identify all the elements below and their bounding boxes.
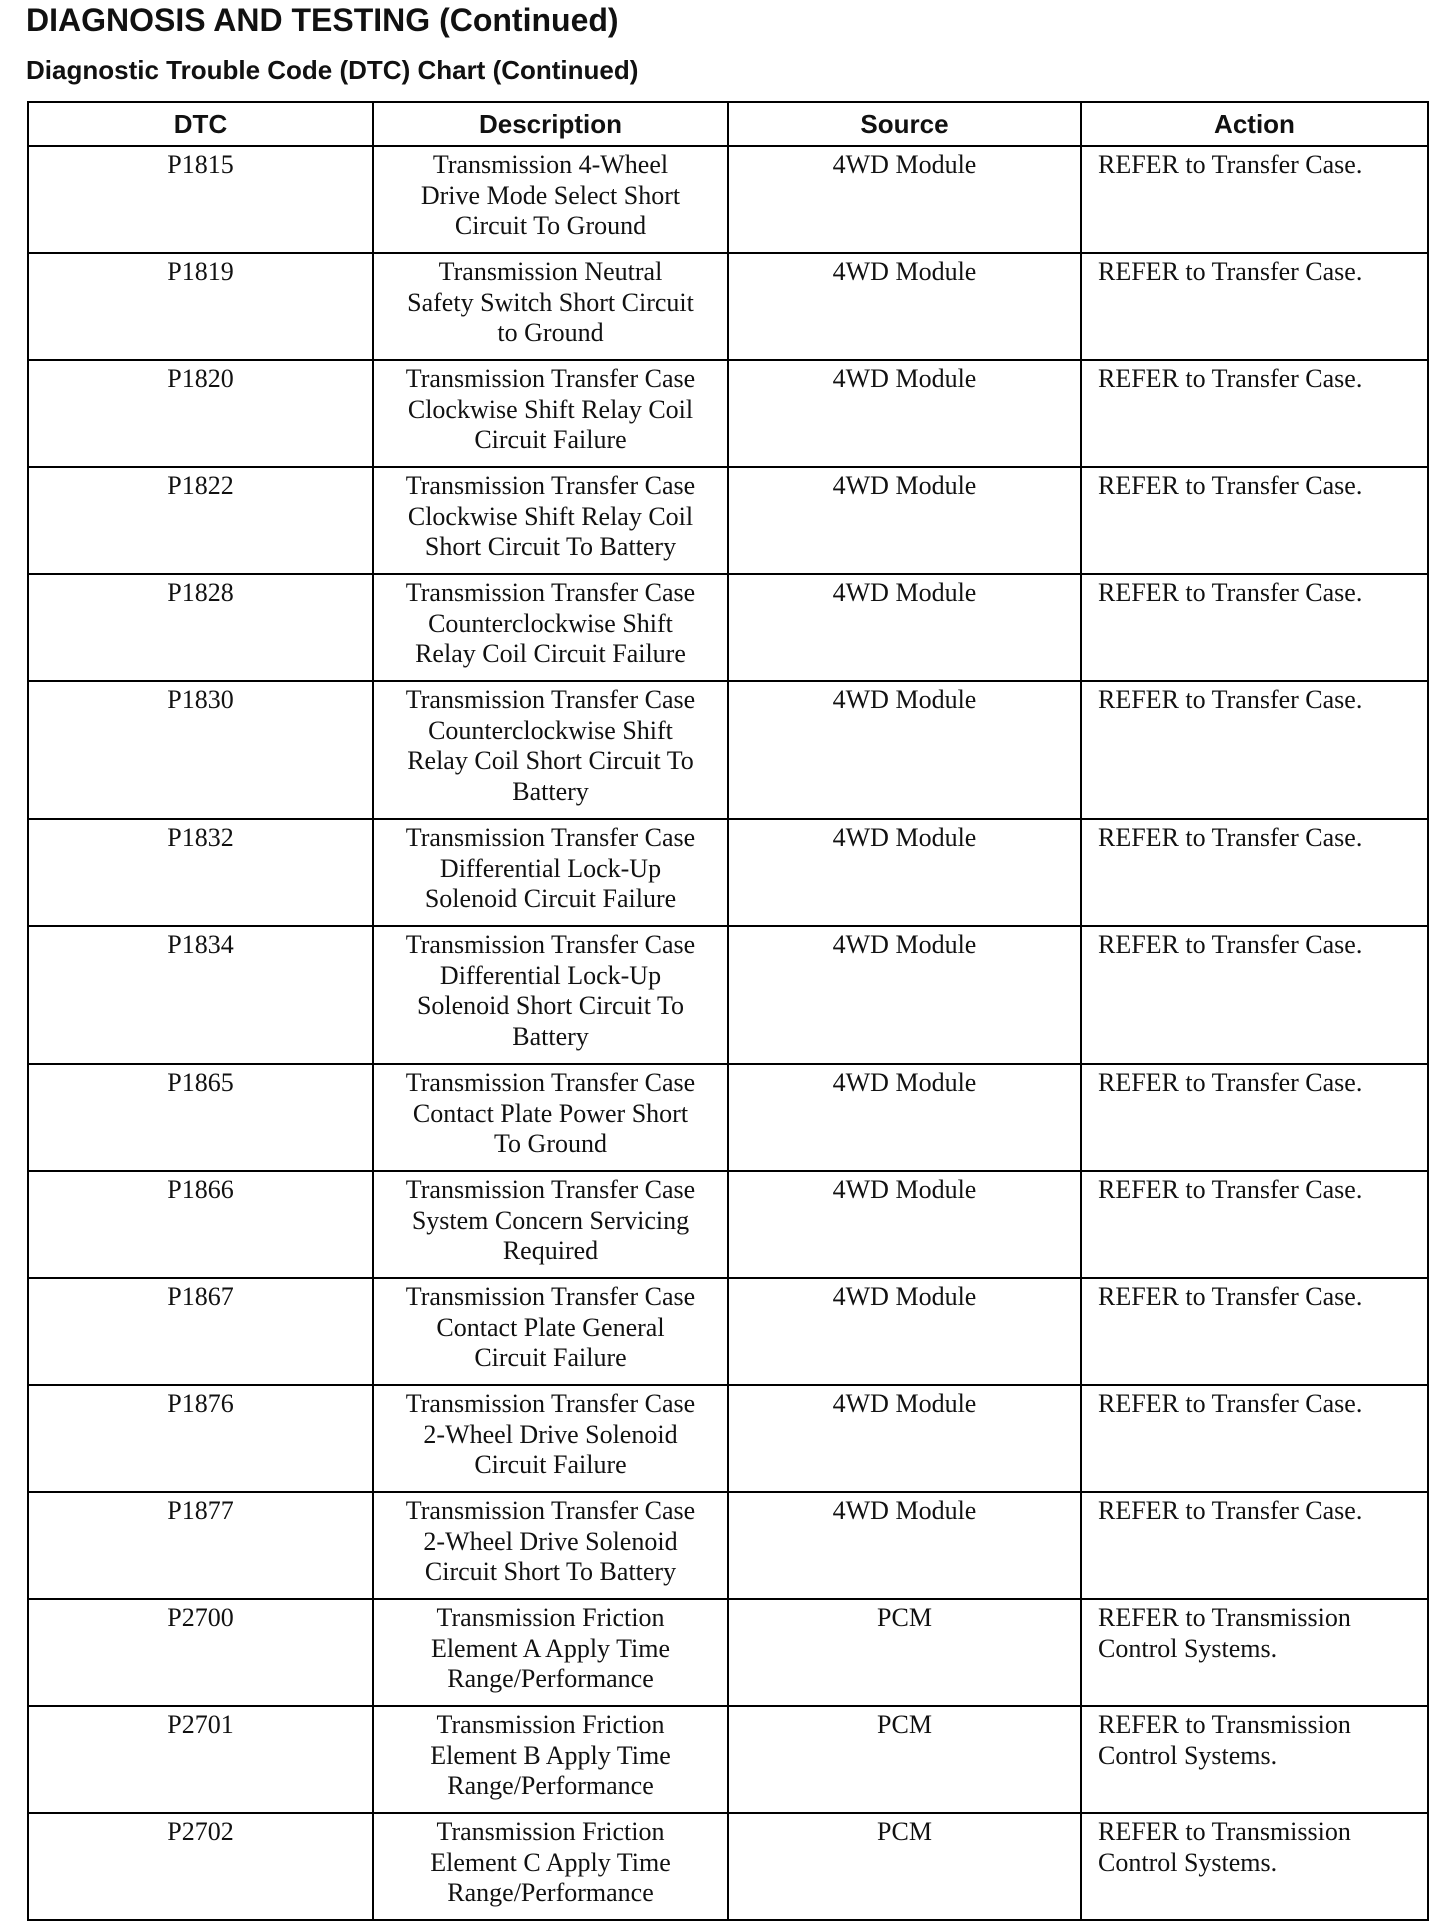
description-line: to Ground — [497, 318, 604, 347]
dtc-action — [1081, 1385, 1428, 1492]
dtc-action — [1081, 1599, 1428, 1706]
action-line: REFER to Transfer Case. — [1098, 578, 1363, 607]
column-header-dtc: DTC — [28, 102, 373, 146]
description-line: Safety Switch Short Circuit — [407, 287, 694, 317]
description-line: Required — [502, 1236, 599, 1265]
description-line: 2-Wheel Drive Solenoid — [423, 1526, 678, 1556]
action-line: Control Systems. — [1098, 1633, 1278, 1663]
description-line: Differential Lock-Up — [439, 960, 662, 990]
description-line: Transmission Transfer Case — [405, 685, 696, 714]
dtc-code: P1877 — [28, 1492, 373, 1599]
dtc-description — [373, 1492, 728, 1599]
table-row — [28, 819, 1428, 926]
action-line: REFER to Transfer Case. — [1098, 471, 1363, 500]
dtc-description — [373, 1706, 728, 1813]
dtc-code: P1828 — [28, 574, 373, 681]
table-row — [28, 1385, 1428, 1492]
table-row — [28, 681, 1428, 819]
dtc-source: PCM — [728, 1813, 1081, 1920]
dtc-code: P1832 — [28, 819, 373, 926]
description-line: Counterclockwise Shift — [428, 715, 673, 745]
description-line: Transmission Transfer Case — [405, 1175, 696, 1204]
description-line: Differential Lock-Up — [439, 853, 662, 883]
dtc-code: P1819 — [28, 253, 373, 360]
dtc-description — [373, 926, 728, 1064]
dtc-description — [373, 819, 728, 926]
description-line: Drive Mode Select Short — [420, 180, 681, 210]
action-line: REFER to Transfer Case. — [1098, 1175, 1363, 1204]
dtc-source: 4WD Module — [728, 1171, 1081, 1278]
dtc-description — [373, 253, 728, 360]
dtc-source: 4WD Module — [728, 1278, 1081, 1385]
dtc-source: 4WD Module — [728, 1492, 1081, 1599]
table-row — [28, 1599, 1428, 1706]
table-row — [28, 146, 1428, 253]
dtc-code: P1830 — [28, 681, 373, 819]
action-line: REFER to Transmission — [1098, 1710, 1351, 1739]
table-row — [28, 1064, 1428, 1171]
description-line: Element B Apply Time — [430, 1740, 671, 1770]
dtc-action — [1081, 1706, 1428, 1813]
dtc-action — [1081, 467, 1428, 574]
table-header-row — [28, 102, 1428, 146]
dtc-description — [373, 467, 728, 574]
table-row — [28, 467, 1428, 574]
dtc-code: P1876 — [28, 1385, 373, 1492]
dtc-code: P1820 — [28, 360, 373, 467]
table-row — [28, 926, 1428, 1064]
action-line: Control Systems. — [1098, 1847, 1278, 1877]
table-body — [28, 146, 1428, 1920]
dtc-code: P2700 — [28, 1599, 373, 1706]
description-line: Relay Coil Circuit Failure — [415, 639, 686, 668]
description-line: Circuit Failure — [474, 1343, 627, 1372]
action-line: REFER to Transfer Case. — [1098, 150, 1363, 179]
action-line: REFER to Transmission — [1098, 1817, 1351, 1846]
action-line: REFER to Transfer Case. — [1098, 1282, 1363, 1311]
dtc-action — [1081, 681, 1428, 819]
page-heading: DIAGNOSIS AND TESTING (Continued) — [26, 2, 619, 38]
description-line: Circuit Failure — [474, 425, 627, 454]
action-line: REFER to Transfer Case. — [1098, 1496, 1363, 1525]
dtc-code: P2701 — [28, 1706, 373, 1813]
dtc-description — [373, 1171, 728, 1278]
dtc-action — [1081, 574, 1428, 681]
dtc-description — [373, 574, 728, 681]
dtc-action — [1081, 1813, 1428, 1920]
dtc-code: P1865 — [28, 1064, 373, 1171]
table-row — [28, 1813, 1428, 1920]
description-line: Contact Plate Power Short — [412, 1098, 689, 1128]
dtc-source: 4WD Module — [728, 574, 1081, 681]
dtc-source: PCM — [728, 1599, 1081, 1706]
description-line: Relay Coil Short Circuit To — [407, 746, 694, 775]
dtc-code: P1834 — [28, 926, 373, 1064]
action-line: REFER to Transfer Case. — [1098, 685, 1363, 714]
description-line: Transmission Transfer Case — [405, 1496, 696, 1525]
description-line: Clockwise Shift Relay Coil — [407, 394, 694, 424]
chart-subheading: Diagnostic Trouble Code (DTC) Chart (Continued) — [26, 55, 639, 85]
dtc-action — [1081, 146, 1428, 253]
dtc-action — [1081, 1492, 1428, 1599]
table-row — [28, 360, 1428, 467]
dtc-source: 4WD Module — [728, 1064, 1081, 1171]
dtc-source: PCM — [728, 1706, 1081, 1813]
description-line: Transmission 4-Wheel — [432, 150, 669, 179]
description-line: Contact Plate General — [436, 1312, 665, 1342]
description-line: Transmission Friction — [436, 1710, 665, 1739]
action-line: REFER to Transfer Case. — [1098, 257, 1363, 286]
description-line: Counterclockwise Shift — [428, 608, 673, 638]
dtc-action — [1081, 1278, 1428, 1385]
description-line: Transmission Transfer Case — [405, 1282, 696, 1311]
dtc-description — [373, 1064, 728, 1171]
action-line: REFER to Transfer Case. — [1098, 823, 1363, 852]
column-header-source: Source — [728, 102, 1081, 146]
description-line: Clockwise Shift Relay Coil — [407, 501, 694, 531]
table-row — [28, 1171, 1428, 1278]
description-line: Transmission Friction — [436, 1603, 665, 1632]
dtc-description — [373, 1278, 728, 1385]
column-header-action: Action — [1081, 102, 1428, 146]
table-row — [28, 1492, 1428, 1599]
description-line: Transmission Transfer Case — [405, 578, 696, 607]
description-line: Circuit Short To Battery — [424, 1557, 677, 1586]
table-row — [28, 1706, 1428, 1813]
action-line: REFER to Transfer Case. — [1098, 364, 1363, 393]
description-line: Transmission Transfer Case — [405, 1068, 696, 1097]
dtc-description — [373, 146, 728, 253]
description-line: Element C Apply Time — [430, 1847, 671, 1877]
table-row — [28, 574, 1428, 681]
dtc-action — [1081, 253, 1428, 360]
dtc-source: 4WD Module — [728, 681, 1081, 819]
dtc-description — [373, 1599, 728, 1706]
dtc-code: P1822 — [28, 467, 373, 574]
dtc-action — [1081, 360, 1428, 467]
action-line: Control Systems. — [1098, 1740, 1278, 1770]
action-line: REFER to Transfer Case. — [1098, 930, 1363, 959]
description-line: 2-Wheel Drive Solenoid — [423, 1419, 678, 1449]
dtc-source: 4WD Module — [728, 819, 1081, 926]
description-line: Range/Performance — [447, 1664, 654, 1693]
description-line: Solenoid Circuit Failure — [424, 884, 677, 913]
description-line: Circuit Failure — [474, 1450, 627, 1479]
description-line: Solenoid Short Circuit To — [416, 991, 685, 1020]
dtc-code: P1866 — [28, 1171, 373, 1278]
column-header-description: Description — [373, 102, 728, 146]
description-line: Transmission Neutral — [438, 257, 663, 286]
description-line: Element A Apply Time — [430, 1633, 671, 1663]
dtc-source: 4WD Module — [728, 146, 1081, 253]
description-line: Transmission Transfer Case — [405, 471, 696, 500]
dtc-description — [373, 1813, 728, 1920]
dtc-source: 4WD Module — [728, 1385, 1081, 1492]
action-line: REFER to Transmission — [1098, 1603, 1351, 1632]
dtc-description — [373, 681, 728, 819]
action-line: REFER to Transfer Case. — [1098, 1068, 1363, 1097]
dtc-description — [373, 360, 728, 467]
dtc-description — [373, 1385, 728, 1492]
description-line: Range/Performance — [447, 1771, 654, 1800]
dtc-action — [1081, 819, 1428, 926]
description-line: System Concern Servicing — [411, 1205, 690, 1235]
description-line: To Ground — [493, 1129, 607, 1158]
description-line: Transmission Friction — [436, 1817, 665, 1846]
dtc-code: P2702 — [28, 1813, 373, 1920]
description-line: Range/Performance — [447, 1878, 654, 1907]
dtc-source: 4WD Module — [728, 253, 1081, 360]
description-line: Circuit To Ground — [454, 211, 647, 240]
description-line: Transmission Transfer Case — [405, 1389, 696, 1418]
dtc-action — [1081, 1171, 1428, 1278]
dtc-source: 4WD Module — [728, 467, 1081, 574]
dtc-chart-table — [27, 101, 1429, 1921]
description-line: Short Circuit To Battery — [424, 532, 677, 561]
description-line: Battery — [512, 776, 589, 806]
description-line: Battery — [512, 1021, 589, 1051]
dtc-action — [1081, 1064, 1428, 1171]
dtc-source: 4WD Module — [728, 926, 1081, 1064]
description-line: Transmission Transfer Case — [405, 930, 696, 959]
dtc-code: P1867 — [28, 1278, 373, 1385]
table-row — [28, 253, 1428, 360]
dtc-action — [1081, 926, 1428, 1064]
table-row — [28, 1278, 1428, 1385]
dtc-code: P1815 — [28, 146, 373, 253]
description-line: Transmission Transfer Case — [405, 823, 696, 852]
action-line: REFER to Transfer Case. — [1098, 1389, 1363, 1418]
description-line: Transmission Transfer Case — [405, 364, 696, 393]
dtc-source: 4WD Module — [728, 360, 1081, 467]
